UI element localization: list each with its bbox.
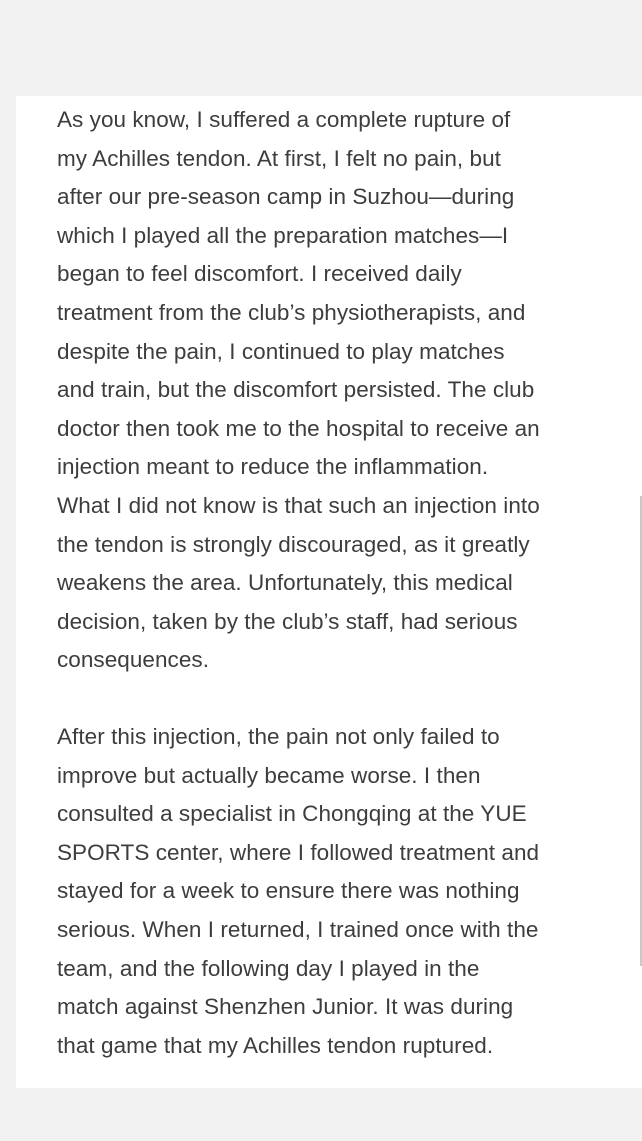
text-line: doctor then took me to the hospital to receive an	[57, 415, 540, 441]
text-line: decision, taken by the club’s staff, had serious	[57, 608, 518, 634]
text-line: After this injection, the pain not only failed to	[57, 724, 500, 749]
text-line: stayed for a week to ensure there was nothing	[57, 878, 520, 904]
text-line: and train, but the discomfort persisted. The club	[57, 377, 535, 403]
paragraph-injury-history	[57, 101, 627, 680]
text-line: improve but actually became worse. I then	[57, 762, 481, 788]
text-line: that game that my Achilles tendon ruptured.	[57, 1032, 494, 1058]
text-line: the tendon is strongly discouraged, as it greatly	[57, 531, 530, 557]
text-line: despite the pain, I continued to play matches	[57, 338, 505, 364]
document-card	[16, 96, 642, 1088]
text-line: match against Shenzhen Junior. It was during	[57, 994, 514, 1020]
text-line: consequences.	[57, 647, 210, 673]
text-line: weakens the area. Unfortunately, this medical	[57, 570, 513, 596]
paragraph-tendon-rupture	[57, 718, 627, 1065]
text-line: after our pre-season camp in Suzhou—during	[57, 184, 515, 210]
text-line: serious. When I returned, I trained once with the	[57, 916, 539, 942]
text-line: As you know, I suffered a complete rupture of	[57, 107, 511, 132]
text-line: What I did not know is that such an injection into	[57, 492, 540, 518]
text-line: which I played all the preparation matches—I	[57, 222, 509, 248]
text-line: injection meant to reduce the inflammation.	[57, 454, 489, 480]
text-line: my Achilles tendon. At first, I felt no pain, but	[57, 145, 501, 171]
text-line: consulted a specialist in Chongqing at the YUE	[57, 801, 527, 827]
text-line: began to feel discomfort. I received daily	[57, 261, 462, 287]
text-line: treatment from the club’s physiotherapists, and	[57, 299, 526, 325]
text-line: SPORTS center, where I followed treatment and	[57, 839, 540, 865]
text-line: team, and the following day I played in the	[57, 955, 480, 981]
